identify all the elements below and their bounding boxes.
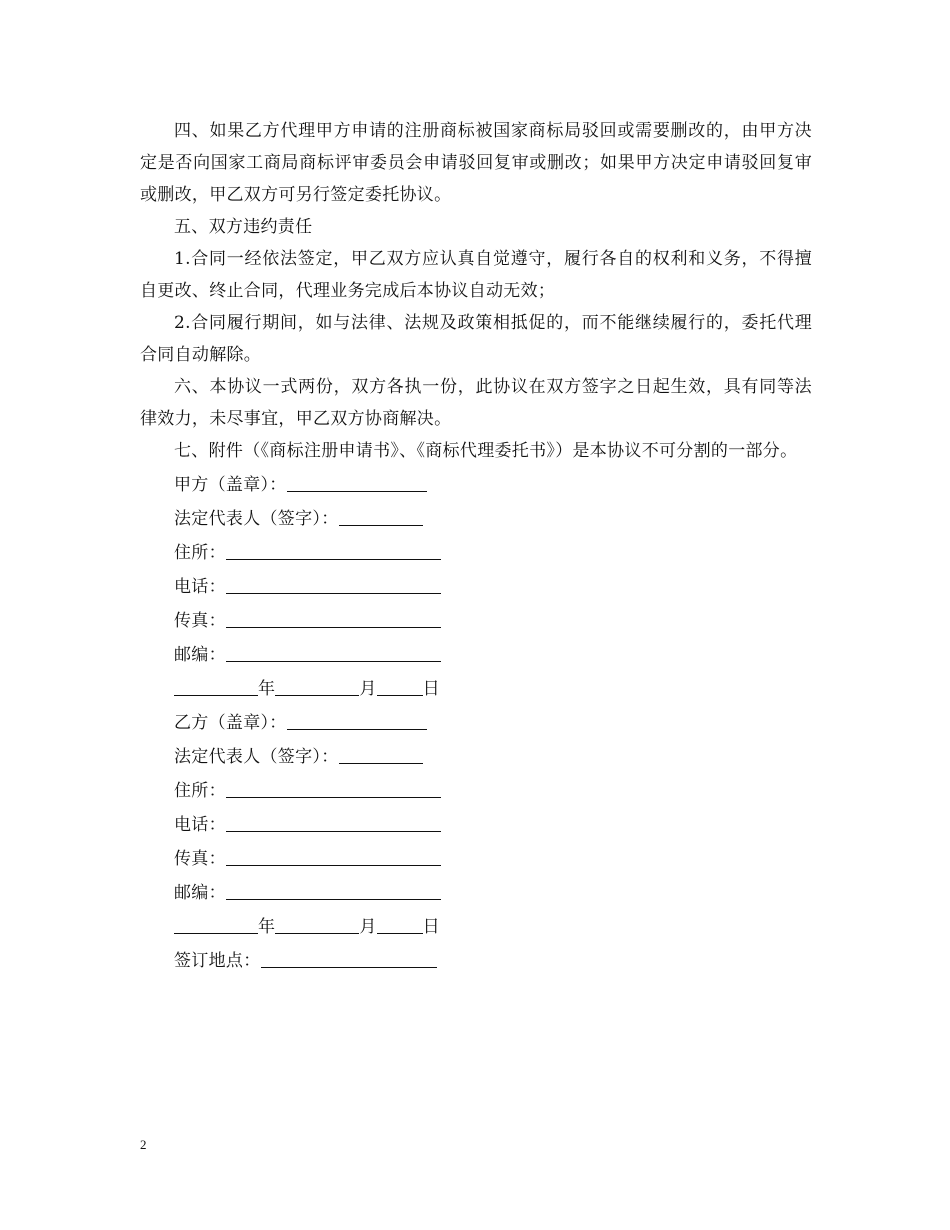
party-a-phone-line [226, 571, 441, 594]
party-b-fax-line [226, 843, 441, 866]
signing-place-line [261, 945, 437, 968]
party-a-day-line [377, 673, 423, 696]
signing-place-label: 签订地点： [174, 951, 261, 971]
party-b-postcode-field [174, 875, 812, 909]
party-b-fax-label: 传真： [174, 849, 226, 869]
party-b-rep-line [339, 741, 423, 764]
party-a-rep-line [339, 503, 423, 526]
party-b-postcode-line [226, 877, 441, 900]
party-b-address-field [174, 773, 812, 807]
party-b-day-line [377, 911, 423, 934]
party-a-address-field [174, 535, 812, 569]
document-body [140, 115, 812, 977]
month-label: 月 [359, 679, 377, 699]
party-a-year-line [174, 673, 258, 696]
clause-six: 六、本协议一式两份，双方各执一份，此协议在双方签字之日起生效，具有同等法律效力，未尽事宜，甲乙双方协商解决。 [140, 377, 812, 429]
party-a-seal-line [287, 469, 427, 492]
clause-five-heading: 五、双方违约责任 [174, 217, 313, 237]
party-b-phone-field [174, 807, 812, 841]
clause-four: 四、如果乙方代理甲方申请的注册商标被国家商标局驳回或需要删改的，由甲方决定是否向国家工商局商标评审委员会申请驳回复审或删改；如果甲方决定申请驳回复审或删改，甲乙双方可另行签定委托协议。 [140, 121, 812, 205]
party-a-signature-block [174, 467, 812, 705]
party-b-seal-label: 乙方（盖章）： [174, 713, 287, 733]
party-a-fax-line [226, 605, 441, 628]
month-label: 月 [359, 917, 377, 937]
party-b-seal-field [174, 705, 812, 739]
party-b-signature-block [174, 705, 812, 977]
party-b-year-line [174, 911, 258, 934]
party-b-address-line [226, 775, 441, 798]
clause-seven: 七、附件（《商标注册申请书》、《商标代理委托书》）是本协议不可分割的一部分。 [174, 441, 798, 461]
party-a-postcode-line [226, 639, 441, 662]
day-label: 日 [422, 679, 440, 699]
page-number: 2 [140, 1137, 147, 1152]
party-b-rep-field [174, 739, 812, 773]
day-label: 日 [422, 917, 440, 937]
clause-five-item-2: 2.合同履行期间，如与法律、法规及政策相抵促的，而不能继续履行的，委托代理合同自动解除。 [140, 313, 812, 365]
party-a-phone-field [174, 569, 812, 603]
party-a-seal-field [174, 467, 812, 501]
year-label: 年 [258, 917, 276, 937]
party-b-date-field [174, 909, 812, 943]
party-a-phone-label: 电话： [174, 577, 226, 597]
party-b-phone-line [226, 809, 441, 832]
party-a-address-line [226, 537, 441, 560]
party-a-postcode-label: 邮编： [174, 645, 226, 665]
clause-five-item-1: 1.合同一经依法签定，甲乙双方应认真自觉遵守，履行各自的权利和义务，不得擅自更改、终止合同，代理业务完成后本协议自动无效； [140, 249, 812, 301]
party-a-seal-label: 甲方（盖章）： [174, 475, 287, 495]
party-b-rep-label: 法定代表人（签字）： [174, 747, 339, 767]
party-b-fax-field [174, 841, 812, 875]
party-a-postcode-field [174, 637, 812, 671]
party-a-fax-field [174, 603, 812, 637]
party-b-phone-label: 电话： [174, 815, 226, 835]
party-a-address-label: 住所： [174, 543, 226, 563]
party-a-month-line [275, 673, 359, 696]
party-b-address-label: 住所： [174, 781, 226, 801]
party-a-rep-label: 法定代表人（签字）： [174, 509, 339, 529]
party-b-postcode-label: 邮编： [174, 883, 226, 903]
party-a-date-field [174, 671, 812, 705]
party-a-rep-field [174, 501, 812, 535]
year-label: 年 [258, 679, 276, 699]
party-b-month-line [275, 911, 359, 934]
party-b-seal-line [287, 707, 427, 730]
signing-place-field [174, 943, 812, 977]
party-a-fax-label: 传真： [174, 611, 226, 631]
